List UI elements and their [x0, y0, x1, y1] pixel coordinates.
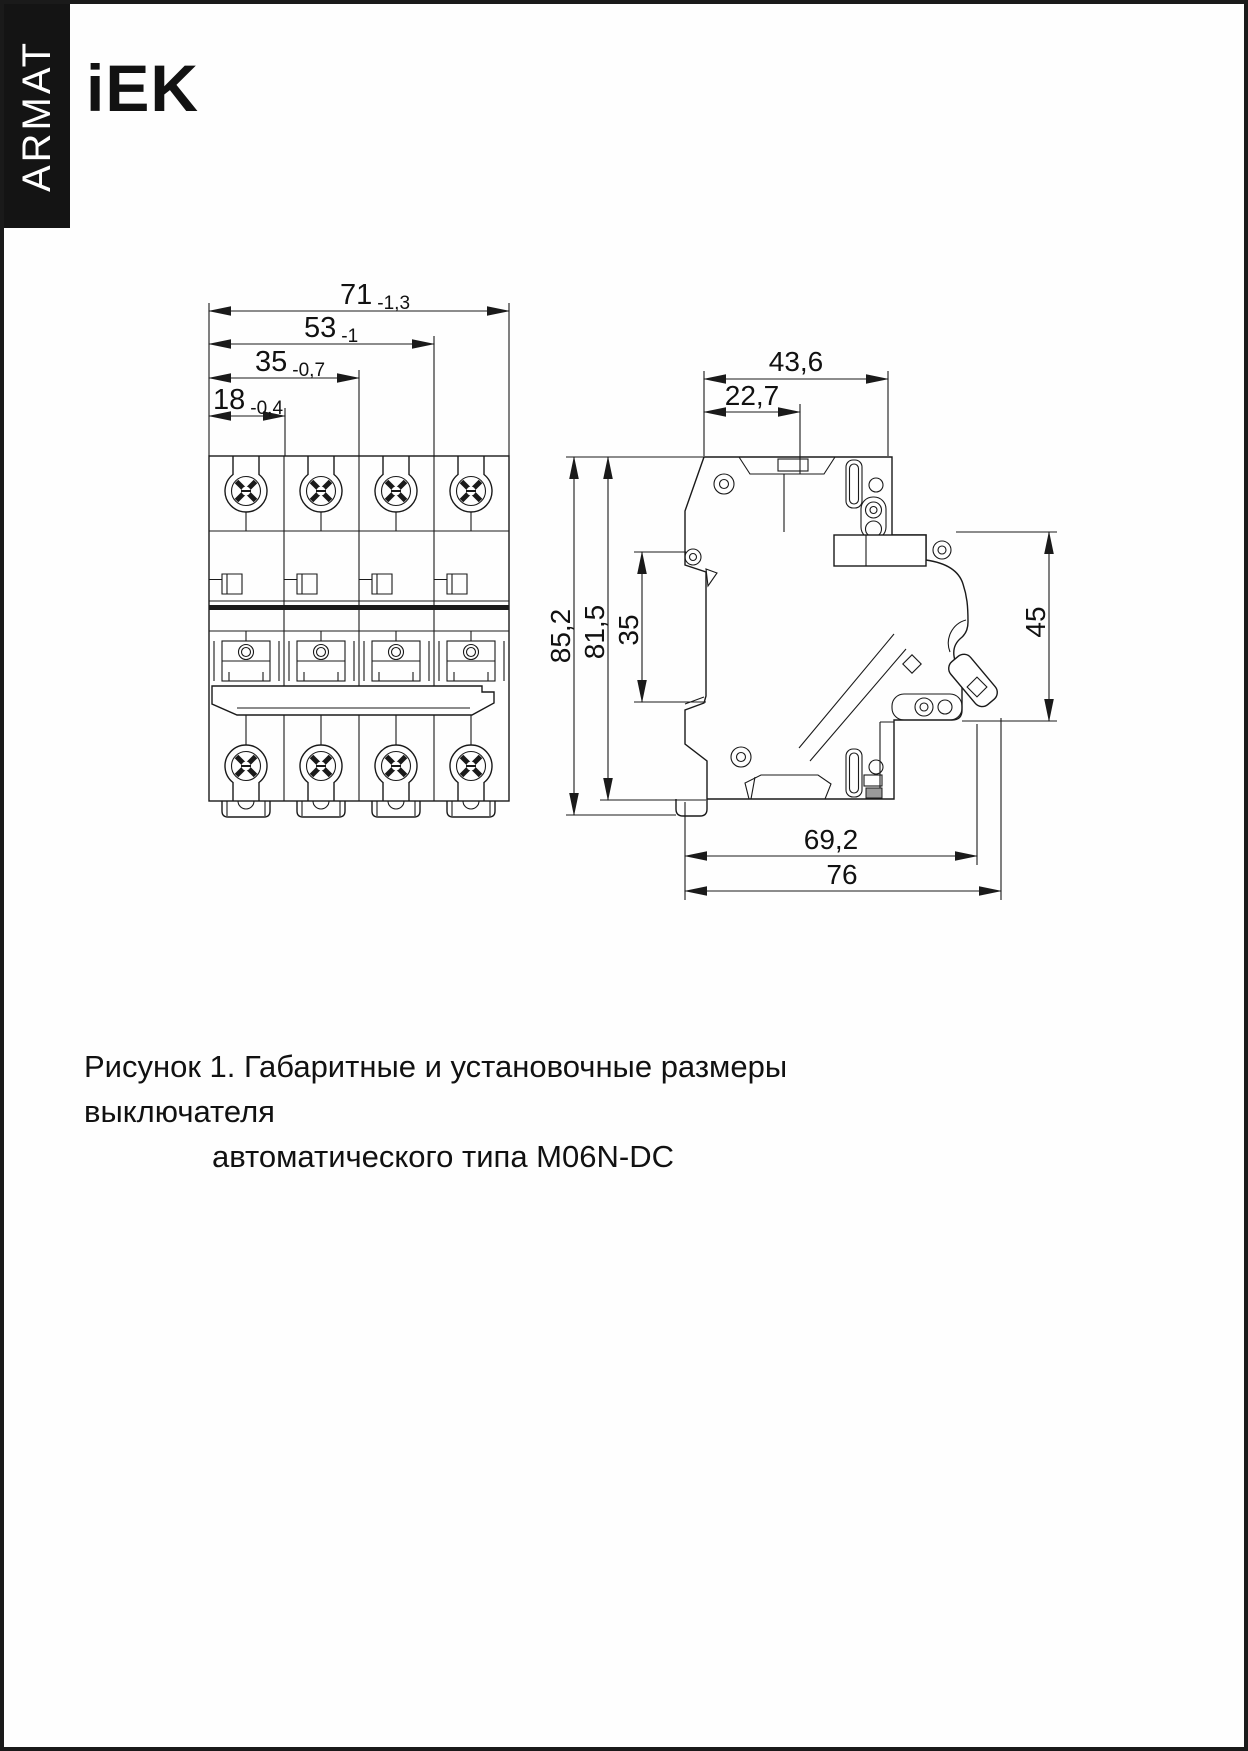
- dim-width-3pole: 53 -1: [304, 312, 359, 347]
- dim-depth-total: 43,6: [768, 346, 824, 377]
- dim-depth-front: 22,7: [724, 380, 780, 411]
- dim-depth-bottom: 69,2: [803, 824, 859, 855]
- figure-caption: [84, 1044, 984, 1179]
- dim-height-body: 81,5: [579, 604, 610, 660]
- side-view-drawing: [676, 457, 1001, 816]
- caption-line-1: Рисунок 1. Габаритные и установочные размеры выключателя: [84, 1049, 788, 1129]
- caption-line-2: автоматического типа М06N-DC: [212, 1139, 674, 1174]
- iek-logo: iEK: [86, 51, 200, 125]
- dim-front-height: 45: [1020, 606, 1051, 638]
- dim-depth-with-lever: 76: [826, 859, 858, 890]
- dim-width-2pole: 35 -0,7: [255, 346, 326, 381]
- brand-armat-label: ARMAT: [14, 39, 59, 193]
- dim-din-window: 35: [613, 614, 644, 646]
- dimension-annotations: [209, 279, 1057, 900]
- front-view-drawing: [209, 456, 509, 817]
- technical-drawing: [4, 4, 1248, 1014]
- dim-width-total: 71 -1,3: [340, 279, 411, 314]
- dim-width-1pole: 18 -0,4: [213, 384, 284, 419]
- dim-height-total: 85,2: [545, 608, 576, 664]
